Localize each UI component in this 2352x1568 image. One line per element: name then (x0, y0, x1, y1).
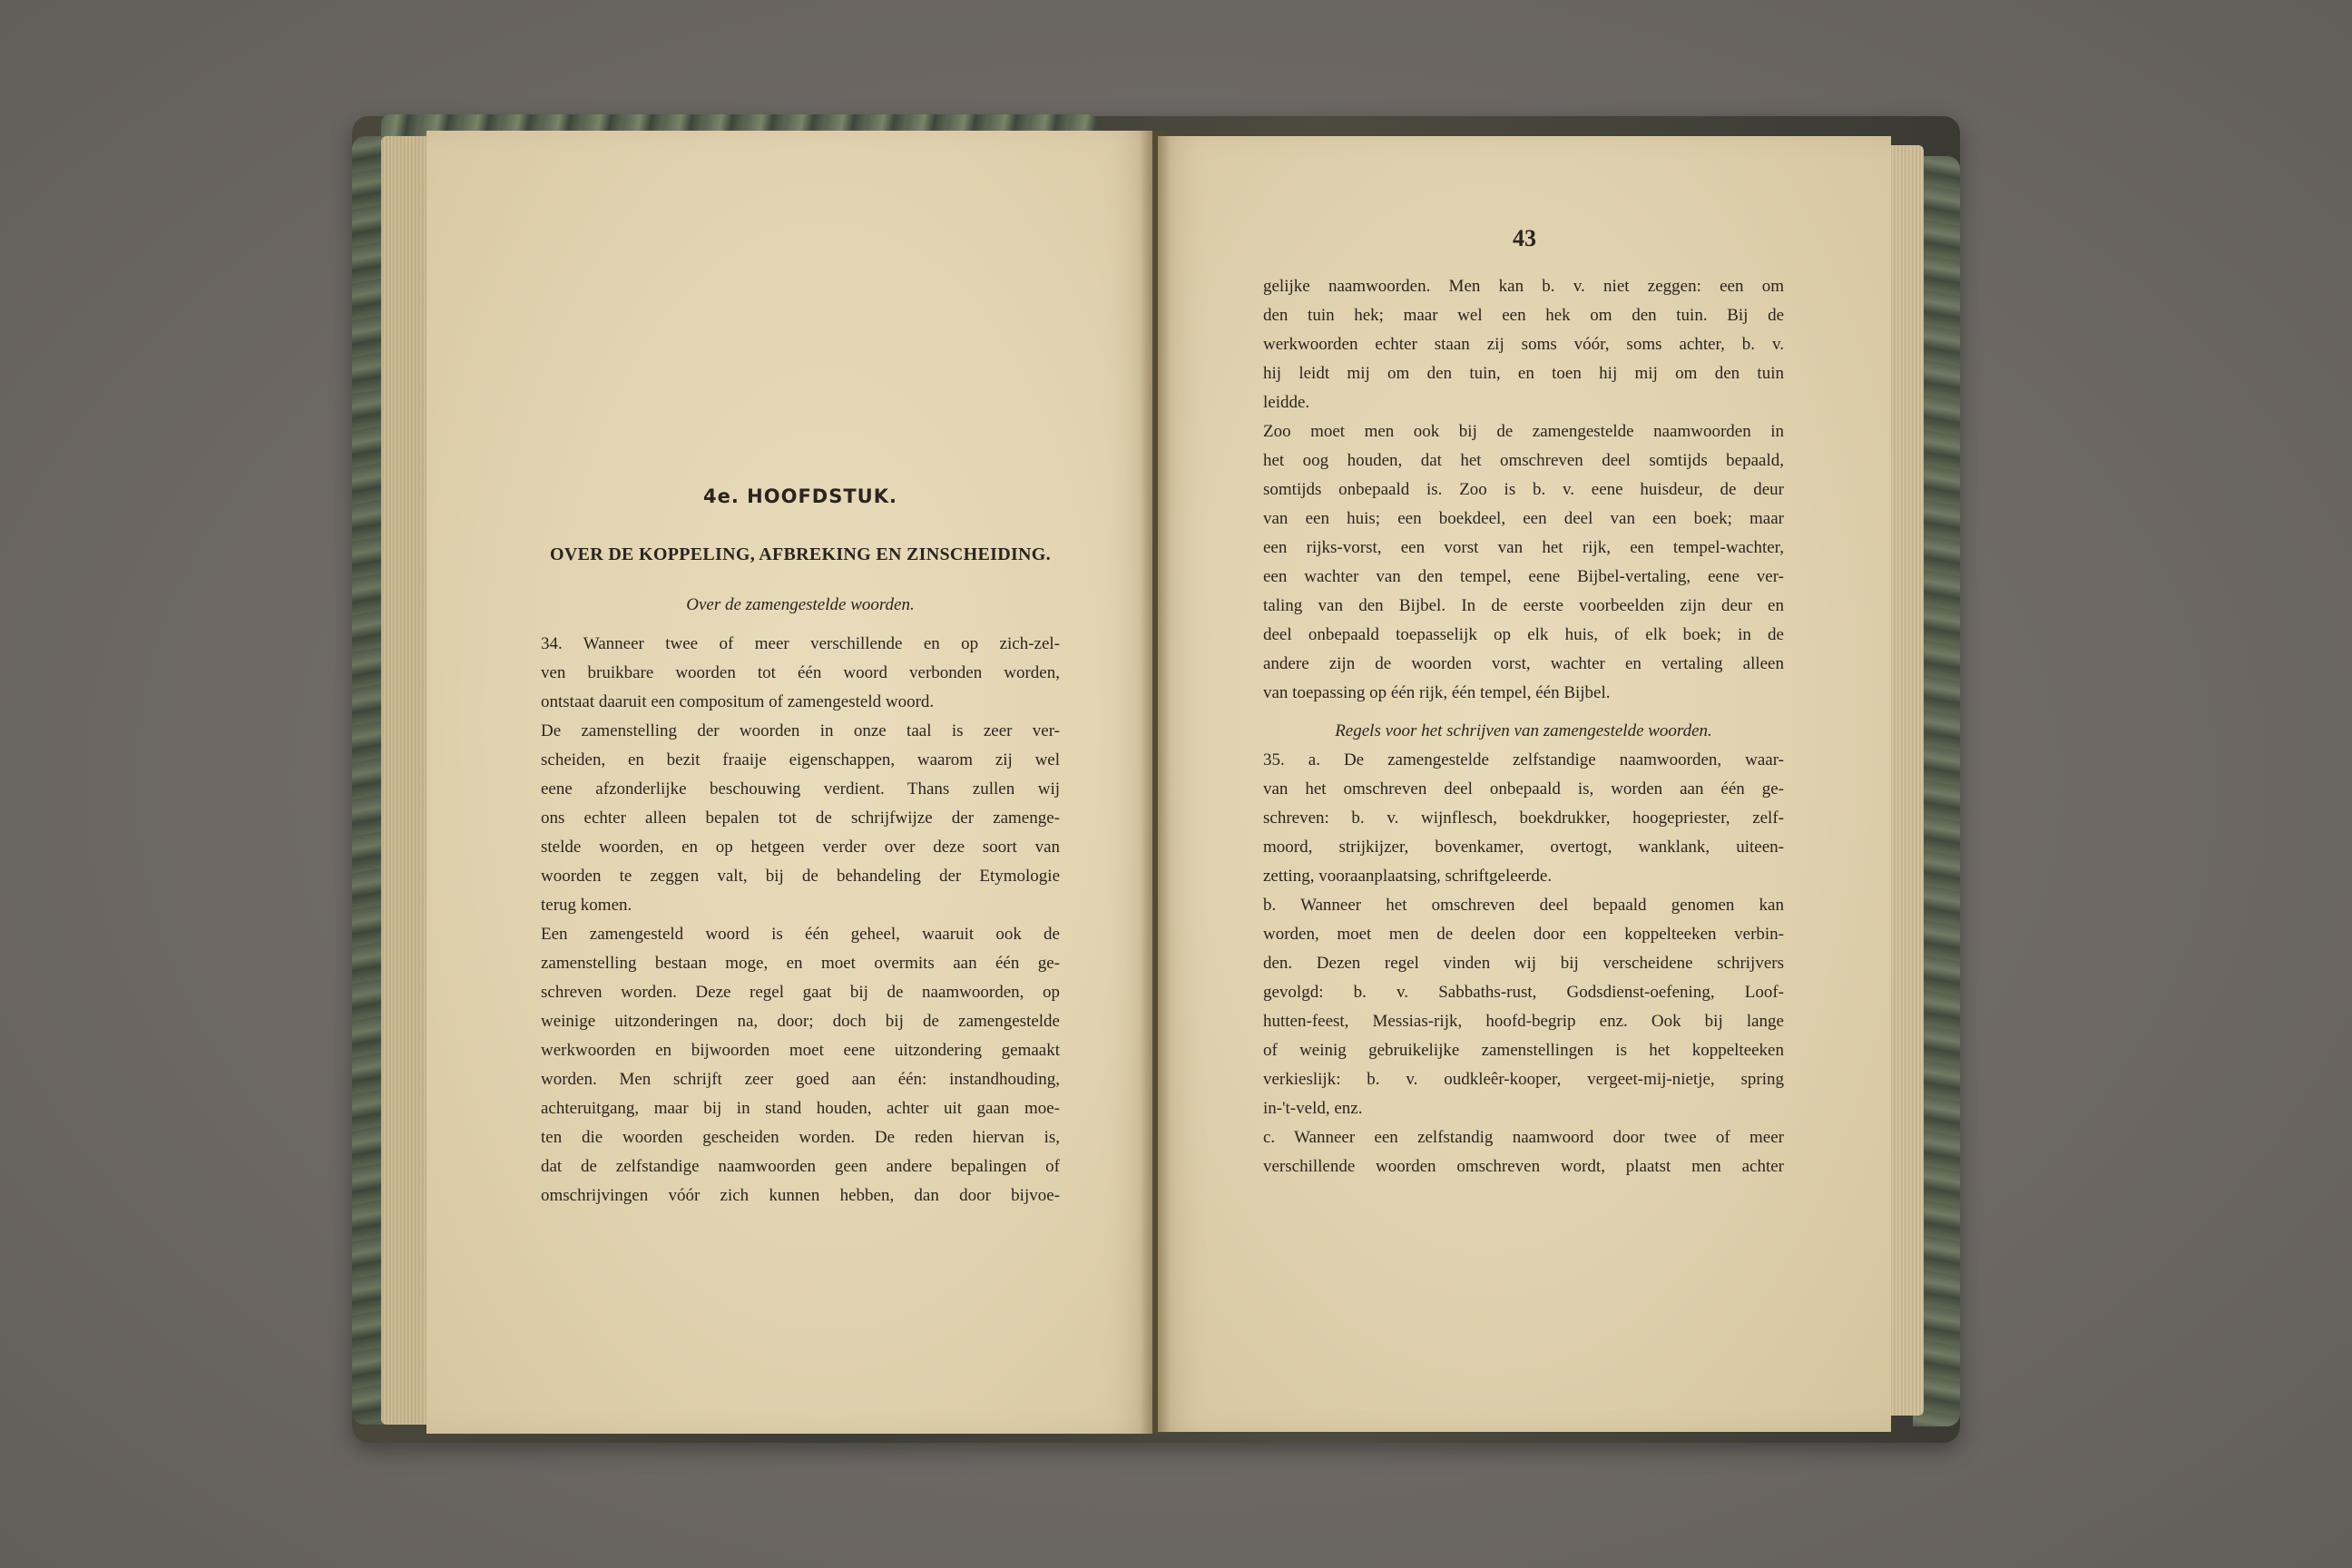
text-line: of weinig gebruikelijke zamenstellingen is het koppelteeken (1263, 1041, 1784, 1060)
chapter-title: OVER DE KOPPELING, AFBREKING EN ZINSCHEIDING. (550, 544, 1051, 564)
text-line: een wachter van den tempel, eene Bijbel-vertaling, eene ver- (1263, 567, 1784, 586)
text-line: deel onbepaald toepasselijk op elk huis, of elk boek; in de (1263, 625, 1784, 644)
text-line: gevolgd: b. v. Sabbaths-rust, Godsdienst-oefening, Loof- (1263, 983, 1784, 1002)
page-number: 43 (1513, 225, 1536, 251)
text-line: taling van den Bijbel. In de eerste voorbeelden zijn deur en (1263, 596, 1784, 615)
text-line: Een zamengesteld woord is één geheel, waaruit ook de (541, 925, 1060, 944)
text-line: van het omschreven deel onbepaald is, worden aan één ge- (1263, 779, 1784, 799)
text-line: een rijks-vorst, een vorst van het rijk, een tempel-wachter, (1263, 538, 1784, 557)
text-line: schreven worden. Deze regel gaat bij de naamwoorden, op (541, 983, 1060, 1002)
text-line: worden, moet men de deelen door een koppelteeken verbin- (1263, 925, 1784, 944)
left-body-text (541, 630, 1060, 1210)
text-line: achteruitgang, maar bij in stand houden, achter uit gaan moe- (541, 1099, 1060, 1118)
text-line: omschrijvingen vóór zich kunnen hebben, dan door bijvoe- (541, 1186, 1060, 1205)
text-line: in-'t-veld, enz. (1263, 1099, 1363, 1118)
text-line: somtijds onbepaald is. Zoo is b. v. eene huisdeur, de deur (1263, 480, 1784, 499)
text-line: eene afzonderlijke beschouwing verdient. Thans zullen wij (541, 779, 1060, 799)
text-line: scheiden, en bezit fraaije eigenschappen, waarom zij wel (541, 750, 1060, 769)
text-line: moord, strijkijzer, bovenkamer, overtogt, wanklank, uiteen- (1263, 838, 1784, 857)
text-line: 35. a. De zamengestelde zelfstandige naamwoorden, waar- (1263, 750, 1784, 769)
text-line: verschillende woorden omschreven wordt, plaatst men achter (1263, 1157, 1784, 1176)
book-gutter (1140, 131, 1171, 1434)
text-line: hij leidt mij om den tuin, en toen hij mij om den tuin (1263, 364, 1784, 383)
chapter-heading: 4e. HOOFDSTUK. (703, 485, 897, 507)
text-line: zetting, vooraanplaatsing, schriftgeleerde. (1263, 867, 1553, 886)
text-line: Zoo moet men ook bij de zamengestelde naamwoorden in (1263, 422, 1784, 441)
text-line: den. Dezen regel vinden wij bij verscheidene schrijvers (1263, 954, 1784, 973)
text-line: b. Wanneer het omschreven deel bepaald genomen kan (1263, 896, 1784, 915)
text-line: c. Wanneer een zelfstandig naamwoord door twee of meer (1263, 1128, 1784, 1147)
text-line: woorden te zeggen valt, bij de behandeling der Etymologie (541, 867, 1060, 886)
rules-subheading: Regels voor het schrijven van zamengestelde woorden. (1335, 721, 1712, 740)
text-line: zamenstelling bestaan moge, en moet overmits aan één ge- (541, 954, 1060, 973)
text-line: worden. Men schrijft zeer goed aan één: instandhouding, (541, 1070, 1060, 1089)
text-line: van toepassing op één rijk, één tempel, één Bijbel. (1263, 683, 1611, 702)
text-line: ven bruikbare woorden tot één woord verbonden worden, (541, 663, 1060, 682)
text-line: ten die woorden gescheiden worden. De reden hiervan is, (541, 1128, 1060, 1147)
text-line: dat de zelfstandige naamwoorden geen andere bepalingen of (541, 1157, 1060, 1176)
text-line: 34. Wanneer twee of meer verschillende en op zich-zel- (541, 634, 1060, 653)
text-line: hutten-feest, Messias-rijk, hoofd-begrip enz. Ook bij lange (1263, 1012, 1784, 1031)
text-line: andere zijn de woorden vorst, wachter en vertaling alleen (1263, 654, 1784, 673)
text-line: ontstaat daaruit een compositum of zamengesteld woord. (541, 692, 935, 711)
text-line: van een huis; een boekdeel, een deel van een boek; maar (1263, 509, 1784, 528)
text-line: leidde. (1263, 393, 1310, 412)
text-line: stelde woorden, en op hetgeen verder over deze soort van (541, 838, 1060, 857)
text-line: werkwoorden echter staan zij soms vóór, soms achter, b. v. (1263, 335, 1784, 354)
text-line: schreven: b. v. wijnflesch, boekdrukker, hoogepriester, zelf- (1263, 808, 1784, 828)
text-line: terug komen. (541, 896, 632, 915)
text-line: het oog houden, dat het omschreven deel somtijds bepaald, (1263, 451, 1784, 470)
text-line: weinige uitzonderingen na, door; doch bij de zamengestelde (541, 1012, 1060, 1031)
text-line: gelijke naamwoorden. Men kan b. v. niet zeggen: een om (1263, 277, 1784, 296)
right-body-text (1263, 272, 1784, 1181)
text-line: De zamenstelling der woorden in onze taal is zeer ver- (541, 721, 1060, 740)
text-line: ons echter alleen bepalen tot de schrijfwijze der zamenge- (541, 808, 1060, 828)
text-line: werkwoorden en bijwoorden moet eene uitzondering gemaakt (541, 1041, 1060, 1060)
section-subheading: Over de zamengestelde woorden. (686, 595, 915, 614)
text-line: den tuin hek; maar wel een hek om den tuin. Bij de (1263, 306, 1784, 325)
text-line: verkieslijk: b. v. oudkleêr-kooper, vergeet-mij-nietje, spring (1263, 1070, 1784, 1089)
